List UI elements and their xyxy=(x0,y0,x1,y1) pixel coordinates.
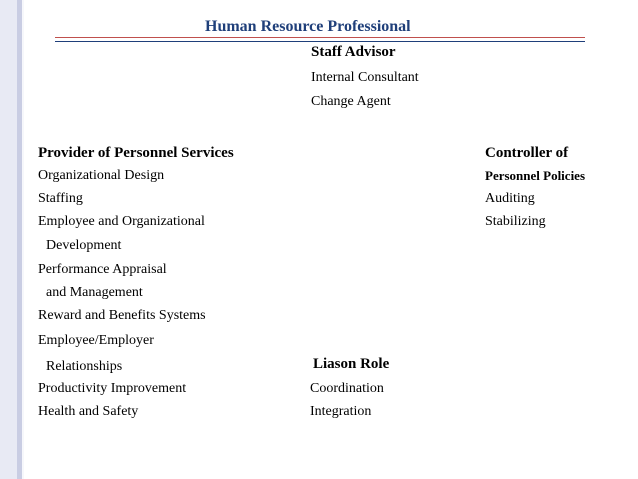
controller-item: Stabilizing xyxy=(485,214,546,229)
slide-title: Human Resource Professional xyxy=(205,18,411,35)
provider-line: and Management xyxy=(46,285,143,300)
controller-heading: Controller of xyxy=(485,145,569,161)
controller-item: Auditing xyxy=(485,191,535,206)
controller-subheading: Personnel Policies xyxy=(485,168,586,183)
provider-line: Relationships xyxy=(46,359,123,374)
liaison-heading: Liason Role xyxy=(313,356,390,372)
provider-line: Employee/Employer xyxy=(38,333,154,348)
liaison-item: Integration xyxy=(310,404,372,419)
provider-line: Reward and Benefits Systems xyxy=(38,308,206,323)
provider-heading: Provider of Personnel Services xyxy=(38,145,234,161)
provider-line: Productivity Improvement xyxy=(38,381,187,396)
provider-line: Staffing xyxy=(38,191,83,206)
left-sidebar-strip xyxy=(0,0,24,479)
staff-advisor-item: Change Agent xyxy=(311,94,391,109)
title-divider xyxy=(55,37,585,42)
provider-line: Organizational Design xyxy=(38,168,165,183)
liaison-item: Coordination xyxy=(310,381,384,396)
provider-line: Employee and Organizational xyxy=(38,214,205,229)
staff-advisor-heading: Staff Advisor xyxy=(311,44,396,60)
provider-line: Health and Safety xyxy=(38,404,139,419)
staff-advisor-item: Internal Consultant xyxy=(311,70,419,85)
provider-line: Performance Appraisal xyxy=(38,262,167,277)
provider-line: Development xyxy=(46,238,122,253)
